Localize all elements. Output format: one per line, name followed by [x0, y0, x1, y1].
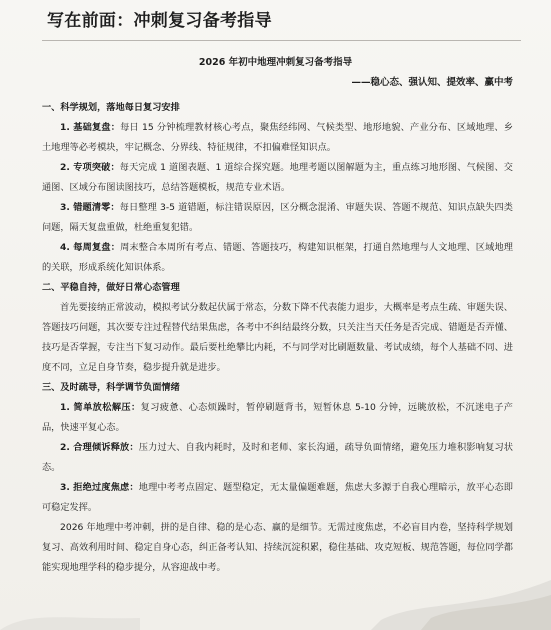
item-text: 每日整理 3-5 道错题，标注错误原因，区分概念混淆、审题失误、答题不规范、知识点缺失四类问题，隔天复盘重做，杜绝重复犯错。	[42, 202, 513, 233]
document-subtitle: ——稳心态、强认知、提效率、赢中考	[351, 77, 513, 88]
item-label: 3. 拒绝过度焦虑：	[60, 482, 139, 493]
list-item	[42, 438, 513, 478]
closing-paragraph: 2026 年地理中考冲刺，拼的是自律、稳的是心态、赢的是细节。无需过度焦虑，不必盲目内卷，坚持科学规划复习、高效利用时间、稳定自身心态，纠正备考认知、持续沉淀积累，稳住基础、攻克短板、规范答题，每位同学都能实现地理学科的稳步提分，从容迎战中考。	[42, 522, 513, 573]
item-text: 压力过大、自我内耗时，及时和老师、家长沟通，疏导负面情绪，避免压力堆积影响复习状态。	[42, 442, 513, 473]
item-text: 每天完成 1 道图表题、1 道综合探究题。地理考题以图解题为主，重点练习地形图、气候图、交通图、区域分布图读图技巧，总结答题模板，规范专业术语。	[42, 162, 513, 193]
title-divider	[42, 40, 521, 41]
page-title: 写在前面：冲刺复习备考指导	[47, 11, 272, 31]
list-item	[42, 478, 513, 518]
list-item	[42, 238, 513, 278]
section-heading: 三、及时疏导，科学调节负面情绪	[42, 382, 180, 393]
document-body	[42, 98, 513, 578]
item-label: 2. 合理倾诉释放：	[60, 442, 139, 453]
list-item	[42, 198, 513, 238]
section-heading: 二、平稳自持，做好日常心态管理	[42, 282, 180, 293]
list-item	[42, 158, 513, 198]
list-item	[42, 118, 513, 158]
item-label: 3. 错题清零：	[60, 202, 120, 213]
ink-wash-decoration-left	[0, 590, 140, 630]
list-item	[42, 398, 513, 438]
item-text: 每日 15 分钟梳理教材核心考点，聚焦经纬网、气候类型、地形地貌、产业分布、区域地理、乡土地理等必考模块，牢记概念、分界线、特征规律，不扣偏难怪知识点。	[42, 122, 513, 153]
item-text: 地理中考考点固定、题型稳定，无太量偏题难题，焦虑大多源于自我心理暗示，放平心态即可稳定发挥。	[42, 482, 513, 513]
document-title: 2026 年初中地理冲刺复习备考指导	[198, 57, 353, 68]
paragraph: 首先要接纳正常波动，模拟考试分数起伏属于常态，分数下降不代表能力退步，大概率是考点生疏、审题失误、答题技巧问题，其次要专注过程替代结果焦虑，各考中不纠结最终分数，只关注当天任务是否完成、错题是否弄懂、技巧是否掌握，专注当下复习动作。最后要杜绝攀比内耗，不与同学对比刷题数量、考试成绩，每个人基础不同、进度不同，立足自身节奏，稳步提升就是进步。	[42, 302, 513, 373]
item-label: 2. 专项突破：	[60, 162, 120, 173]
item-text: 周末整合本周所有考点、错题、答题技巧，构建知识框架，打通自然地理与人文地理、区域地理的关联，形成系统化知识体系。	[42, 242, 513, 273]
item-label: 4. 每周复盘：	[60, 242, 121, 253]
item-label: 1. 简单放松解压：	[60, 402, 141, 413]
item-label: 1. 基础复盘：	[60, 122, 121, 133]
section-heading: 一、科学规划，落地每日复习安排	[42, 102, 180, 113]
item-text: 复习疲惫、心态烦躁时，暂停刷题背书，短暂休息 5-10 分钟，远眺放松，不沉迷电子产品，快速平复心态。	[42, 402, 513, 433]
